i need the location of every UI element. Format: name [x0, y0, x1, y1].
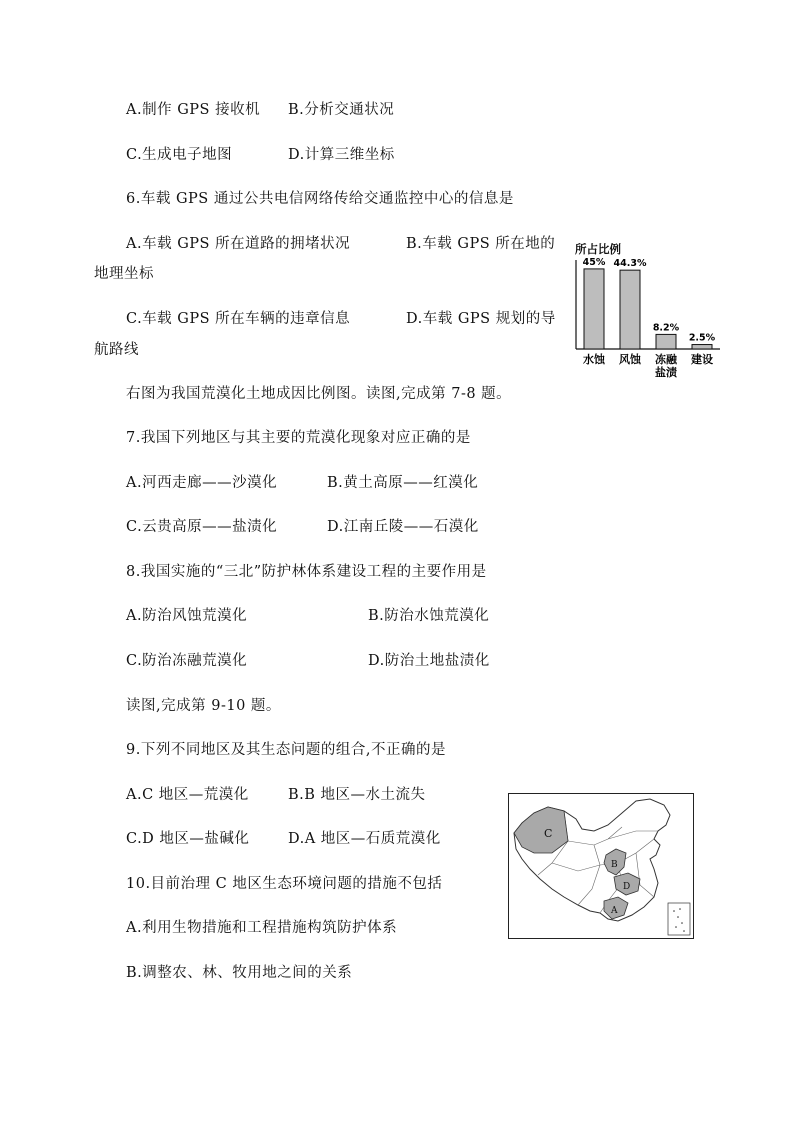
q9-stem: 9.下列不同地区及其生态问题的组合,不正确的是 — [126, 742, 446, 758]
map-label-a: A — [611, 906, 618, 916]
q8-option-d: D.防治土地盐渍化 — [368, 653, 490, 669]
q9-option-a: A.C 地区—荒漠化 — [126, 787, 249, 803]
q7-option-d: D.江南丘陵——石漠化 — [327, 519, 479, 535]
q7-option-b: B.黄土高原——红漠化 — [327, 475, 479, 491]
q5-option-c: C.生成电子地图 — [126, 147, 233, 163]
chart-category-label: 冻融 — [655, 353, 677, 366]
chart-category-label: 盐渍 — [655, 366, 677, 379]
q9-option-b: B.B 地区—水土流失 — [288, 787, 426, 803]
q8-option-c: C.防治冻融荒漠化 — [126, 653, 248, 669]
desertification-cause-chart — [568, 236, 728, 384]
south-china-sea-inset — [668, 903, 690, 935]
q8-option-b: B.防治水蚀荒漠化 — [368, 608, 490, 624]
chart-bar — [656, 334, 676, 349]
chart-value-label: 2.5% — [688, 332, 716, 344]
intro-9-10: 读图,完成第 9-10 题。 — [126, 698, 281, 714]
chart-bar — [584, 269, 604, 349]
q6-option-c: C.车载 GPS 所在车辆的违章信息 — [126, 311, 351, 327]
intro-7-8: 右图为我国荒漠化土地成因比例图。读图,完成第 7-8 题。 — [126, 386, 512, 402]
q6-option-d-continued: 航路线 — [94, 342, 139, 358]
chart-bar — [692, 345, 712, 349]
q7-option-a: A.河西走廊——沙漠化 — [126, 475, 278, 491]
q7-stem: 7.我国下列地区与其主要的荒漠化现象对应正确的是 — [126, 430, 471, 446]
map-label-c: C — [544, 827, 553, 840]
map-label-b: B — [611, 860, 618, 870]
q6-stem: 6.车载 GPS 通过公共电信网络传给交通监控中心的信息是 — [126, 191, 514, 207]
q9-option-d: D.A 地区—石质荒漠化 — [288, 831, 441, 847]
q6-option-b: B.车载 GPS 所在地的 — [406, 236, 556, 252]
q5-option-b: B.分析交通状况 — [288, 102, 395, 118]
q6-option-d: D.车载 GPS 规划的导 — [406, 311, 556, 327]
chart-category-label: 风蚀 — [619, 353, 641, 366]
q6-option-a: A.车载 GPS 所在道路的拥堵状况 — [126, 236, 351, 252]
chart-value-label: 44.3% — [613, 258, 647, 270]
q5-option-a: A.制作 GPS 接收机 — [126, 102, 261, 118]
map-label-d: D — [623, 882, 631, 892]
q10-stem: 10.目前治理 C 地区生态环境问题的措施不包括 — [126, 876, 443, 892]
q10-option-b: B.调整农、林、牧用地之间的关系 — [126, 965, 353, 981]
chart-category-label: 建设 — [691, 353, 713, 366]
q6-option-b-continued: 地理坐标 — [94, 266, 154, 282]
q8-option-a: A.防治风蚀荒漠化 — [126, 608, 248, 624]
chart-ylabel: 所占比例 — [575, 242, 621, 256]
chart-bar — [620, 270, 640, 349]
q7-option-c: C.云贵高原——盐渍化 — [126, 519, 278, 535]
q5-option-d: D.计算三维坐标 — [288, 147, 395, 163]
q8-stem: 8.我国实施的“三北”防护林体系建设工程的主要作用是 — [126, 564, 487, 580]
q10-option-a: A.利用生物措施和工程措施构筑防护体系 — [126, 920, 398, 936]
q9-option-c: C.D 地区—盐碱化 — [126, 831, 250, 847]
china-map — [508, 793, 694, 939]
chart-value-label: 45% — [582, 256, 606, 268]
chart-category-label: 水蚀 — [583, 353, 605, 366]
chart-value-label: 8.2% — [652, 322, 680, 334]
